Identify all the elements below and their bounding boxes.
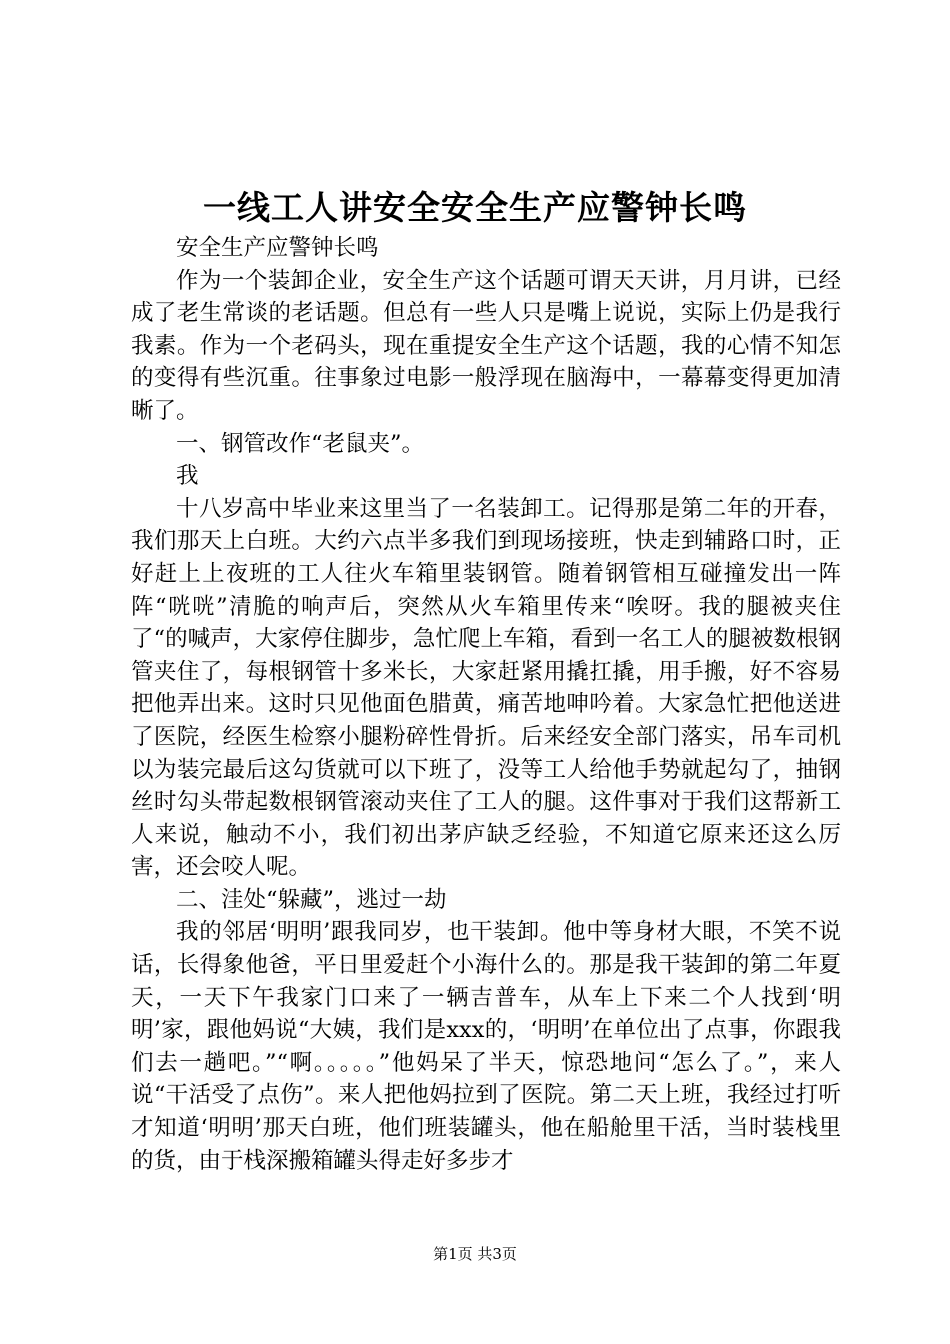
paragraph-story-1: 十八岁高中毕业来这里当了一名装卸工。记得那是第二年的开春，我们那天上白班。大约六点半多我们到现场接班，快走到辅路口时，正好赶上上夜班的工人往火车箱里装钢管。随着钢管相互碰撞发出一阵阵“咣咣”清脆的响声后，突然从火车箱里传来“唉呀。我的腿被夹住了“的喊声，大家停住脚步，急忙爬上车箱，看到一名工人的腿被数根钢管夹住了，每根钢管十多米长，大家赶紧用撬扛撬，用手搬，好不容易把他弄出来。这时只见他面色腊黄，痛苦地呻吟着。大家急忙把他送进了医院，经医生检察小腿粉碎性骨折。后来经安全部门落实，吊车司机以为装完最后这勾货就可以下班了，没等工人给他手势就起勾了，抽钢丝时勾头带起数根钢管滚动夹住了工人的腿。这件事对于我们这帮新工人来说，触动不小，我们初出茅庐缺乏经验，不知道它原来还这么厉害，还会咬人呢。: [131, 495, 841, 881]
section-heading-1: 一、钢管改作“老鼠夹”。: [176, 430, 425, 457]
paragraph-story-2: 我的邻居‘明明’跟我同岁，也干装卸。他中等身材大眼，不笑不说话，长得象他爸，平日里爱赶个小海什么的。那是我干装卸的第二年夏天，一天下午我家门口来了一辆吉普车，从车上下来二个人找到‘明明’家，跟他妈说“大姨，我们是xxx的，‘明明’在单位出了点事，你跟我们去一趟吧。”“啊。。。。。”他妈呆了半天，惊恐地问“怎么了。”，来人说“干活受了点伤”。来人把他妈拉到了医院。第二天上班，我经过打听才知道‘明明’那天白班，他们班装罐头，他在船舱里干活，当时装栈里的货，由于栈深搬箱罐头得走好多步才: [131, 919, 841, 1174]
document-title: 一线工人讲安全安全生产应警钟长鸣: [203, 188, 747, 227]
paragraph-subtitle: 安全生产应警钟长鸣: [176, 235, 379, 261]
paragraph-fragment: 我: [176, 463, 199, 490]
section-heading-2: 二、洼处“躲藏”，逃过一劫: [176, 886, 447, 913]
paragraph-intro: 作为一个装卸企业，安全生产这个话题可谓天天讲，月月讲，已经成了老生常谈的老话题。但总有一些人只是嘴上说说，实际上仍是我行我素。作为一个老码头，现在重提安全生产这个话题，我的心情不知怎的变得有些沉重。往事象过电影一般浮现在脑海中，一幕幕变得更加清晰了。: [131, 267, 841, 424]
page-number-footer: 第1页 共3页: [433, 1245, 517, 1263]
document-body: [131, 232, 841, 1177]
